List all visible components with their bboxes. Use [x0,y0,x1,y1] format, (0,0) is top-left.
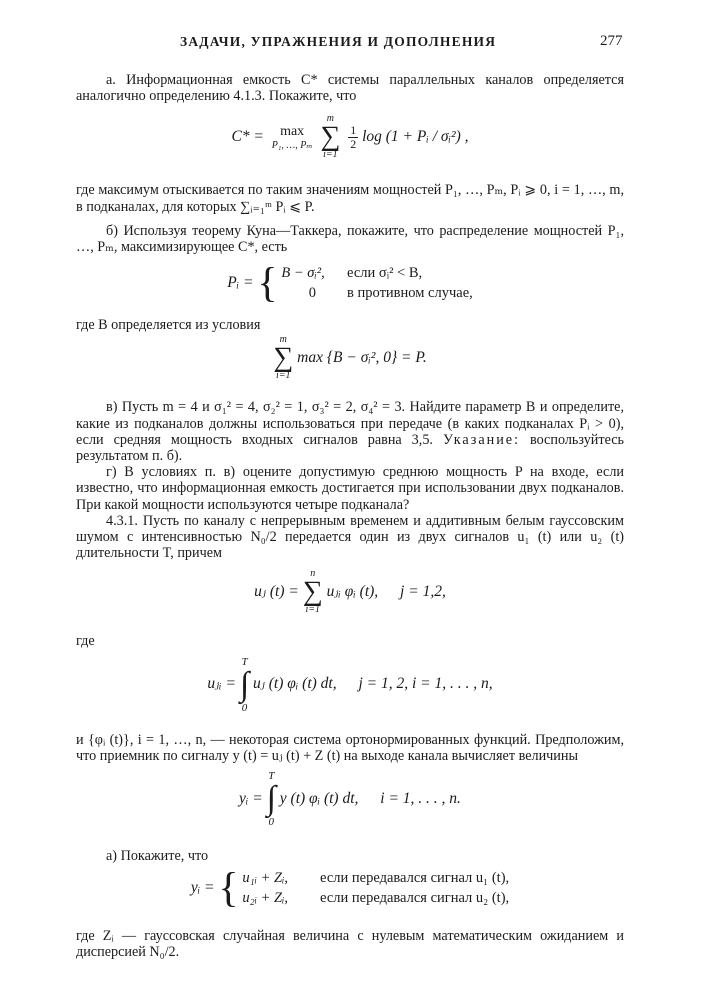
formula-receiver-integral [267,770,276,828]
sum-sign-icon: ∑ [273,342,294,374]
sum-lower-limit: i=1 [276,370,291,382]
max-operator: max [280,124,305,140]
paragraph-a-intro: а. Информационная емкость C* системы параллельных каналов определяется аналогично определению 4.1.3. Покажите, что [76,72,624,105]
max-subscript: P₁, …, Pₘ [271,140,313,152]
formula-receiver-body: y (t) φᵢ (t) dt, [279,789,359,807]
sum-upper-limit: m [326,113,334,125]
page-header [0,34,713,54]
paragraph-g: г) В условиях п. в) оцените допустимую среднюю мощность P на входе, если известно, что информационная емкость достигается при использовании двух подканалов. При какой мощности используются четыре подканала? [76,464,624,513]
paragraph-v-text: в) Пусть m = 4 и σ₁² = 4, σ₂² = 1, σ₃² = 2, σ₄² = 3. Найдите параметр B и определите, какие из подканалов должны использоваться при передаче (в каких подканалах Pᵢ > 0), если средняя мощность входных сигналов равна 3,5. [76,399,624,448]
case-row-1 [242,868,509,888]
case-2-value: 0 [308,285,317,302]
paragraph-final: где Zᵢ — гауссовская случайная величина с нулевым математическим ожиданием и дисперсией N₀/2. [76,928,624,961]
fraction-denominator: 2 [350,136,357,151]
paragraph-v [76,399,624,464]
paragraph-b-where: где B определяется из условия [76,317,261,334]
formula-power-cases [281,263,472,303]
formula-coefficient-body: uⱼ (t) φᵢ (t) dt, [253,675,337,693]
case-2-value: u₂ᵢ + Zᵢ, [242,890,289,907]
sum-lower-limit: i=1 [305,604,320,616]
formula-signal-lhs: uⱼ (t) = [254,583,299,601]
paragraph-a-after: где максимум отыскивается по таким значениям мощностей P₁, …, Pₘ, Pᵢ ⩾ 0, i = 1, …, m, в подканалах, для которых ∑ᵢ₌₁ᵐ Pᵢ ⩽ P. [76,182,624,215]
formula-capacity-max [272,123,313,151]
integral-upper-limit: T [241,655,248,668]
formula-receiver-condition: i = 1, . . . , n. [380,789,461,807]
sum-upper-limit: m [279,334,287,346]
integral-upper-limit: T [268,770,275,783]
case-2-condition: в противном случае, [347,285,473,302]
running-title: ЗАДАЧИ, УПРАЖНЕНИЯ И ДОПОЛНЕНИЯ [180,34,497,49]
case-1-condition: если σᵢ² < B, [347,265,423,282]
formula-fraction [348,124,358,151]
formula-coefficient-condition: j = 1, 2, i = 1, . . . , n, [358,675,493,693]
sum-sign-icon: ∑ [320,121,341,153]
formula-coefficient [76,656,624,726]
fraction-numerator: 1 [350,122,357,137]
formula-receiver-lhs: yᵢ = [239,789,263,807]
page-number: 277 [600,33,623,49]
paragraph-b-intro: б) Используя теорему Куна—Таккера, покажите, что распределение мощностей P₁, …, Pₘ, максимизирующее C*, есть [76,222,624,256]
formula-receiver-output [76,770,624,840]
case-1-condition: если передавался сигнал u₁ (t), [320,870,510,887]
page-body [76,72,624,961]
formula-observations-cases [242,868,509,908]
formula-B-condition [76,335,624,387]
case-row-2 [281,283,472,303]
formula-signal-sum [303,569,323,615]
formula-coefficient-integral [240,656,249,714]
case-row-2 [242,888,509,908]
sum-sign-icon: ∑ [302,576,323,608]
case-2-condition: если передавался сигнал u₂ (t), [320,890,510,907]
case-row-1 [281,263,472,283]
integral-sign-icon: ∫ [239,665,250,703]
formula-signal-body: uⱼᵢ φᵢ (t), [326,583,379,601]
integral-lower-limit: 0 [268,816,274,829]
formula-observations [76,865,624,914]
hint-label: Указание: [442,431,521,448]
integral-sign-icon: ∫ [266,780,276,818]
formula-capacity-lhs: C* = [231,127,264,145]
sum-upper-limit: n [310,568,316,580]
formula-observations-lhs: yᵢ = [190,878,215,896]
integral-lower-limit: 0 [241,701,248,714]
formula-capacity-tail: log (1 + Pᵢ / σᵢ²) , [362,127,469,145]
left-brace-icon: { [257,260,278,307]
formula-signal-expansion [76,569,624,623]
formula-power-distribution [76,260,624,307]
formula-capacity [76,114,624,170]
paragraph-4-3-1: 4.3.1. Пусть по каналу с непрерывным временем и аддитивным белым гауссовским шумом с интенсивностью N₀/2 передается один из двух сигналов u₁ (t) или u₂ (t) длительности T, причем [76,512,624,562]
hint-text: воспользуйтесь результатом п. б). [76,431,625,465]
paragraph-phi: и {φᵢ (t)}, i = 1, …, n, — некоторая система ортонормированных функций. Предположим, что приемник по сигналу y (t) = uⱼ (t) + Z (t) на выходе канала вычисляет величины [76,731,624,764]
formula-power-lhs: Pᵢ = [227,273,254,291]
paragraph-a2-intro: а) Покажите, что [106,848,209,865]
case-1-value: B − σᵢ², [281,265,325,282]
formula-coefficient-lhs: uⱼᵢ = [207,675,236,693]
formula-capacity-sum [320,114,340,160]
case-1-value: u₁ᵢ + Zᵢ, [242,870,289,887]
sum-lower-limit: i=1 [323,149,338,161]
formula-B-body: max {B − σᵢ², 0} = P. [297,348,427,366]
formula-signal-condition: j = 1,2, [400,583,446,601]
paragraph-where-1: где [76,633,95,650]
formula-B-sum [273,335,293,381]
left-brace-icon: { [218,865,239,912]
